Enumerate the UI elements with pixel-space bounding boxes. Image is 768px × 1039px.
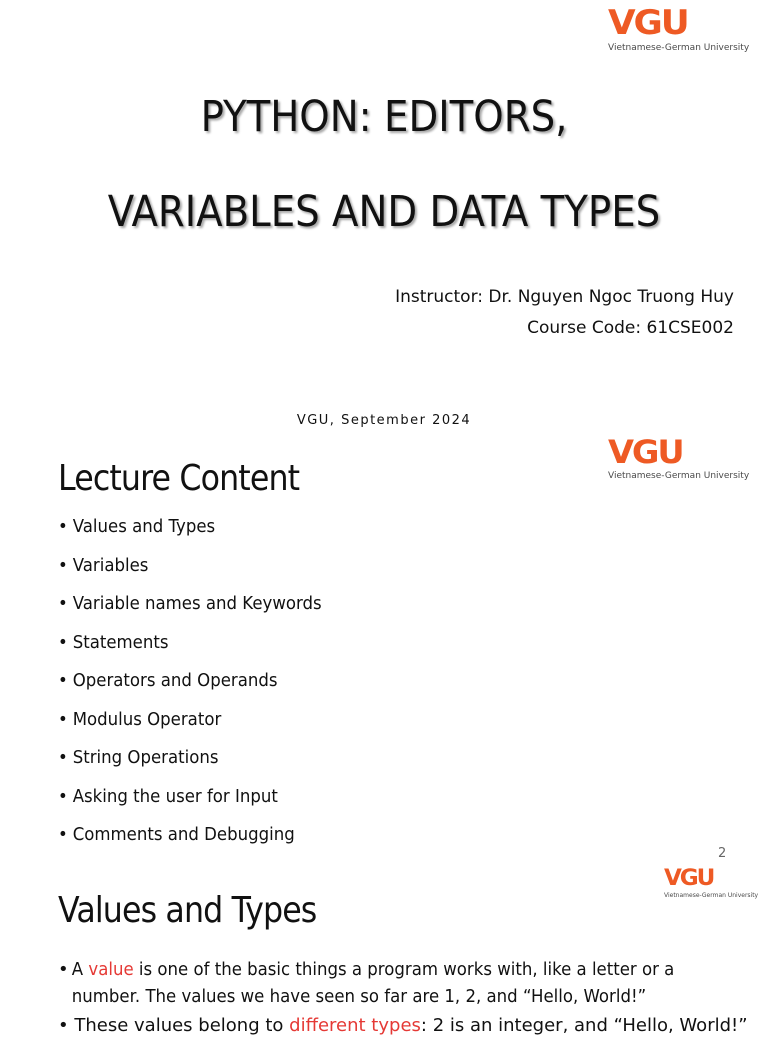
types-paragraph: • These values belong to different types: 2 is an integer, and “Hello, World!” — [58, 1015, 748, 1036]
bullet-dot-icon: • — [58, 959, 69, 980]
bullet-dot-icon: • — [58, 554, 68, 576]
vgu-logo — [664, 868, 758, 899]
bullet-dot-icon: • — [58, 1015, 69, 1036]
list-item: • Modulus Operator — [58, 703, 322, 742]
presentation-date: VGU, September 2024 — [296, 413, 472, 428]
value-definition-paragraph: • A value is one of the basic things a program works with, like a letter or a number. The values we have seen so far are 1, 2, and “Hello, World!” — [58, 956, 738, 1010]
slide-title-heading — [0, 86, 768, 276]
bullet-dot-icon: • — [58, 593, 68, 614]
vgu-logo-mark: VGU — [608, 433, 683, 471]
values-and-types-heading: Values and Types — [58, 890, 317, 931]
vgu-logo — [608, 433, 750, 481]
bullet-dot-icon: • — [58, 824, 68, 845]
title-line-1: PYTHON: EDITORS, — [200, 92, 568, 142]
list-item: • Statements — [58, 626, 322, 665]
vgu-logo-mark: VGU — [608, 3, 688, 43]
bullet-dot-icon: • — [58, 631, 68, 653]
highlight-value: value — [88, 959, 134, 980]
bullet-dot-icon: • — [58, 747, 68, 768]
bullet-dot-icon: • — [58, 785, 68, 807]
list-item: • Values and Types — [58, 510, 322, 549]
highlight-different-types: different types — [289, 1015, 421, 1036]
vgu-logo-subtitle: Vietnamese-German University — [608, 43, 750, 53]
bullet-dot-icon: • — [58, 670, 68, 691]
vgu-logo-mark: VGU — [664, 866, 714, 891]
vgu-logo-subtitle: Vietnamese-German University — [664, 892, 759, 899]
lecture-content-list — [58, 510, 345, 857]
bullet-dot-icon: • — [58, 516, 68, 537]
list-item: • Variable names and Keywords — [58, 587, 322, 626]
slide-title — [0, 0, 768, 432]
list-item: • Operators and Operands — [58, 664, 322, 703]
page-number: 2 — [718, 846, 727, 861]
instructor-block — [395, 282, 734, 344]
bullet-dot-icon: • — [58, 708, 68, 730]
course-code: Course Code: 61CSE002 — [527, 318, 734, 338]
title-line-2: VARIABLES AND DATA TYPES — [107, 187, 661, 237]
list-item: • String Operations — [58, 741, 322, 780]
instructor-name: Instructor: Dr. Nguyen Ngoc Truong Huy — [395, 287, 734, 307]
list-item: • Asking the user for Input — [58, 780, 322, 819]
lecture-content-heading: Lecture Content — [58, 458, 300, 499]
vgu-logo-subtitle: Vietnamese-German University — [608, 471, 750, 481]
list-item: • Variables — [58, 549, 322, 588]
list-item: • Comments and Debugging — [58, 818, 322, 857]
vgu-logo — [608, 3, 750, 53]
